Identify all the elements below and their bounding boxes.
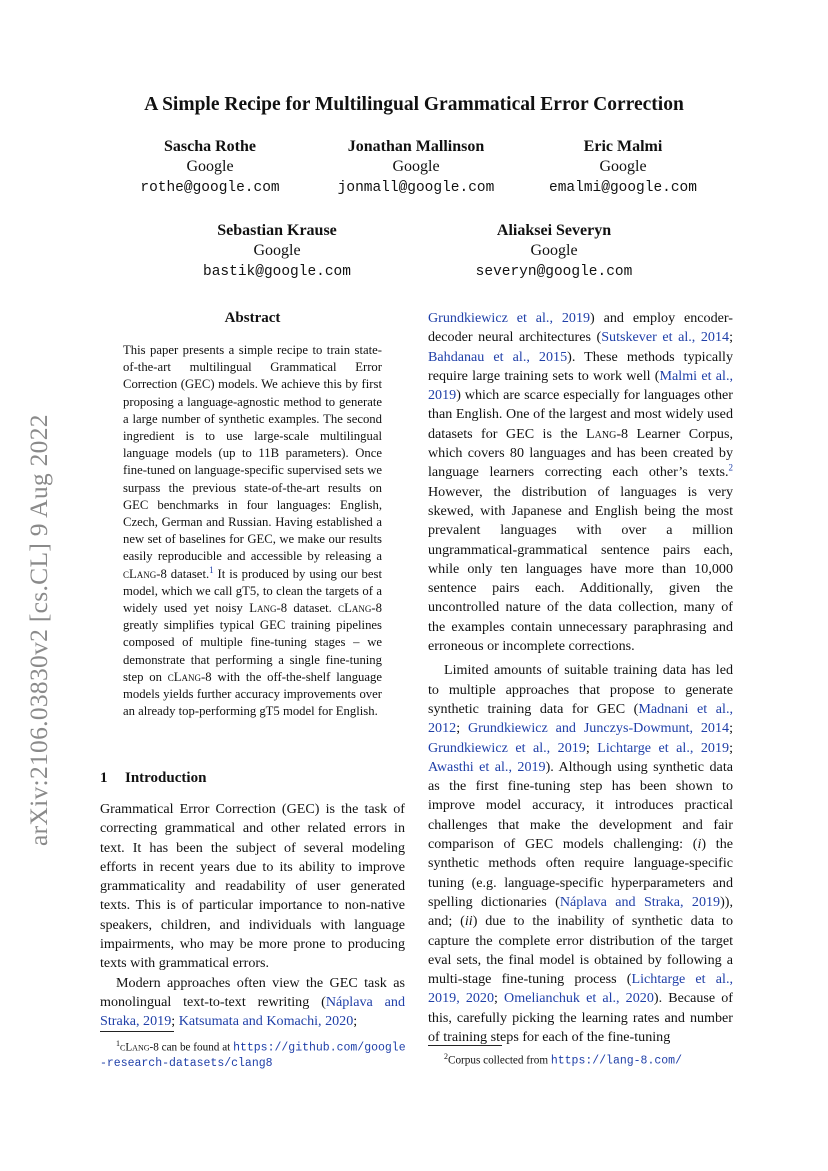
arxiv-identifier: arXiv:2106.03830v2 [cs.CL] 9 Aug 2022	[24, 414, 53, 846]
citation-link[interactable]: Grundkiewicz et al., 2019	[428, 310, 591, 326]
author-email: severyn@google.com	[475, 264, 633, 280]
footnote-ref[interactable]: 2	[728, 462, 733, 473]
paragraph: Limited amounts of suitable training data has led to multiple approaches that propose to generate synthetic training data for GEC (Madnani et al., 2012; Grundkiewicz and Junczys-Dowmunt, 2014; Grundkiewicz et al., 2019; Lichtarge et al., 2019; Awasthi et al., 2019). Although using synthetic data as the first fine-tuning step has been shown to improve model accuracy, it introduces practical challenges that make the development and fair comparison of GEC models challenging: (i) the synthetic methods often require language-specific tuning (e.g. language-specific hyperparameters and spelling dictionaries (Náplava and Straka, 2019)), and; (ii) due to the inability of synthetic data to capture the complete error distribution of the target eval sets, the final model is obtained by following a multi-stage fine-tuning process (Lichtarge et al., 2019, 2020; Omelianchuk et al., 2020). Because of this, carefully picking the learning rates and number of training steps for each of the fine-tuning	[428, 662, 734, 1045]
citation-link[interactable]: Náplava and Straka, 2019	[100, 993, 405, 1030]
author-name: Eric Malmi	[583, 138, 663, 155]
abstract-heading: Abstract	[224, 310, 281, 326]
intro-text	[100, 800, 405, 1032]
author-email: jonmall@google.com	[337, 180, 495, 196]
author-affiliation: Google	[530, 242, 578, 259]
author-affiliation: Google	[599, 158, 647, 175]
citation-link[interactable]: Sutskever et al., 2014	[601, 329, 730, 346]
citation-link[interactable]: Náplava and Straka, 2019	[559, 893, 721, 910]
section-number: 1	[100, 770, 108, 786]
author-block	[493, 137, 753, 198]
section-heading-introduction	[100, 770, 405, 787]
citation-link[interactable]: Omelianchuk et al., 2020	[504, 990, 654, 1007]
footnote-1: $^1$cLang-8 can be found at https://github.com/google-research-datasets/clang8	[100, 1039, 406, 1070]
paragraph: Modern approaches often view the GEC task as monolingual text-to-text rewriting (Náplava and Straka, 2019; Katsumata and Komachi, 2020;	[100, 974, 405, 1030]
section-title: Introduction	[125, 770, 207, 786]
footnote-rule	[428, 1045, 502, 1046]
paper-title: A Simple Recipe for Multilingual Grammatical Error Correction	[144, 94, 684, 115]
right-column-text	[428, 309, 733, 1047]
citation-link[interactable]: Grundkiewicz et al., 2019	[428, 739, 586, 756]
author-affiliation: Google	[253, 242, 301, 259]
paragraph: Grundkiewicz et al., 2019) and employ encoder-decoder neural architectures (Sutskever et al., 2014; Bahdanau et al., 2015). These methods typically require large training sets to work well (Malmi et al., 2019) which are scarce especially for languages other than English. One of the largest and most widely used datasets for GEC is the Lang-8 Learner Corpus, which covers 80 languages and has been created by language learners correcting each other’s texts.$^2$ However, the distribution of languages is very skewed, with Japanese and English being the most prevalent languages with over a million ungrammatical-grammatical sentence pairs each, while only ten languages have more than 10,000 sentence pairs each. Additionally, given the uncontrolled nature of the data collection, many of the examples contain unnecessary paraphrasing and erroneous or incomplete corrections.	[428, 310, 734, 655]
citation-link[interactable]: Malmi et al., 2019	[428, 367, 733, 404]
citation-link[interactable]: Lichtarge et al., 2019	[597, 739, 730, 756]
paragraph: Grammatical Error Correction (GEC) is the task of correcting grammatical and other related errors in text. It has been the subject of several modeling efforts in recent years due to its ability to improve grammaticality and readability of user generated texts. This is of particular importance to non-native speakers, children, and individuals with language impairments, who may be more prone to producing texts with grammatical errors.	[100, 801, 405, 972]
footnote-url[interactable]: https://lang-8.com/	[550, 1054, 682, 1068]
author-block	[147, 221, 407, 282]
author-affiliation: Google	[392, 158, 440, 175]
author-name: Sascha Rothe	[163, 138, 256, 155]
author-name: Sebastian Krause	[217, 222, 337, 239]
citation-link[interactable]: Madnani et al., 2012	[428, 700, 733, 737]
footnote-ref[interactable]: 1	[209, 564, 214, 575]
author-name: Aliaksei Severyn	[496, 222, 612, 239]
footnote-rule	[100, 1031, 174, 1032]
citation-link[interactable]: Bahdanau et al., 2015	[428, 348, 568, 365]
abstract-text: This paper presents a simple recipe to train state-of-the-art multilingual Grammatical Error Correction (GEC) models. We achieve this by first proposing a language-agnostic method to generate a large number of synthetic examples. The second ingredient is to use large-scale multilingual language models (up to 11B parameters). Once fine-tuned on language-specific supervised sets we surpass the previous state-of-the-art results on GEC benchmarks in four languages: English, Czech, German and Russian. Having established a new set of baselines for GEC, we make our results easily reproducible and accessible by releasing a cLang-8 dataset.$^1$ It is produced by using our best model, which we call gT5, to clean the targets of a widely used yet noisy Lang-8 dataset. cLang-8 greatly simplifies typical GEC training pipelines composed of multiple fine-tuning stages – we demonstrate that performing a single fine-tuning step on cLang-8 with the off-the-shelf language models yields further accuracy improvements over an already top-performing gT5 model for English.	[123, 343, 382, 719]
author-affiliation: Google	[186, 158, 234, 175]
citation-link[interactable]: Grundkiewicz and Junczys-Dowmunt, 2014	[467, 720, 730, 737]
author-name: Jonathan Mallinson	[347, 138, 485, 155]
author-email: rothe@google.com	[140, 180, 280, 196]
author-block	[424, 221, 684, 282]
author-email: bastik@google.com	[203, 264, 351, 280]
author-email: emalmi@google.com	[549, 180, 697, 196]
footnote-url[interactable]: https://github.com/google-research-datasets/clang8	[100, 1041, 406, 1070]
citation-link[interactable]: Lichtarge et al., 2019, 2020	[428, 971, 733, 1007]
citation-link[interactable]: Awasthi et al., 2019	[428, 758, 546, 775]
footnote-2: $^2$Corpus collected from https://lang-8.com/	[444, 1052, 682, 1068]
citation-link[interactable]: Katsumata and Komachi, 2020	[178, 1013, 354, 1030]
